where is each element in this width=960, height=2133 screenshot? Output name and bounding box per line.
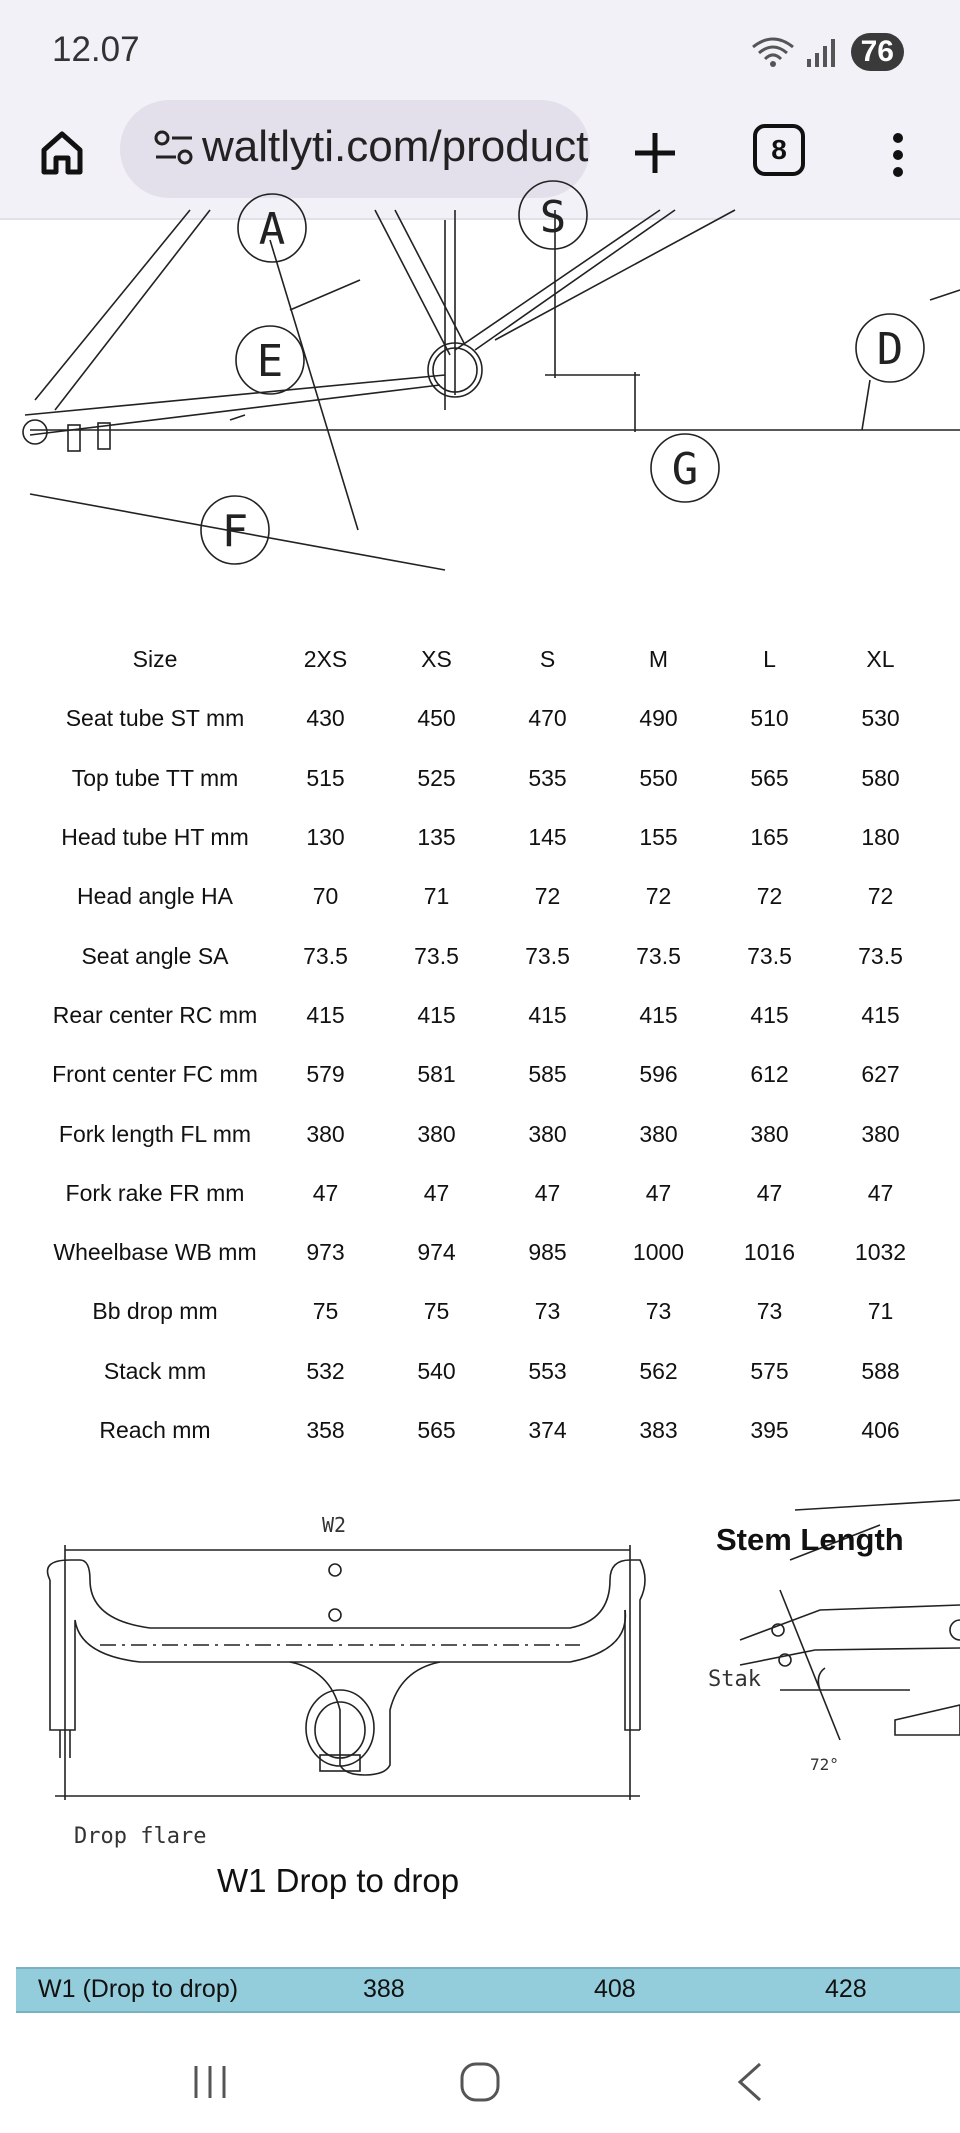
table-cell: 71 xyxy=(867,1298,894,1325)
more-vert-icon xyxy=(891,132,905,178)
tab-switcher-button[interactable]: 8 xyxy=(753,124,805,176)
table-cell: 581 xyxy=(417,1061,456,1088)
status-bar xyxy=(0,0,960,100)
table-cell: 550 xyxy=(639,764,678,791)
w1-value-2: 408 xyxy=(594,1975,636,2003)
table-cell: 575 xyxy=(750,1357,789,1384)
header-cell: S xyxy=(539,646,556,673)
header-cell: Size xyxy=(132,646,178,673)
table-cell: 415 xyxy=(639,1001,678,1028)
table-cell: 415 xyxy=(861,1001,900,1028)
table-cell: 565 xyxy=(750,764,789,791)
table-cell: 374 xyxy=(528,1417,567,1443)
back-icon xyxy=(730,2060,770,2104)
row-label-cell: Wheelbase WB mm xyxy=(53,1239,257,1266)
battery-indicator: 76 xyxy=(851,33,904,71)
w2-label: W2 xyxy=(322,1513,347,1537)
row-label-cell: Stack mm xyxy=(103,1357,207,1384)
stem-angle-label: 72° xyxy=(810,1755,839,1774)
table-cell: 406 xyxy=(861,1417,900,1443)
table-row xyxy=(40,808,936,867)
recents-icon xyxy=(190,2062,230,2102)
table-cell: 1016 xyxy=(743,1239,796,1266)
handlebar-diagram xyxy=(30,1500,670,1860)
signal-icon xyxy=(805,35,841,69)
new-tab-button[interactable] xyxy=(620,118,690,188)
row-label-cell: Reach mm xyxy=(99,1417,211,1443)
table-cell: 47 xyxy=(756,1179,783,1206)
url-bar[interactable] xyxy=(120,100,590,198)
table-cell: 75 xyxy=(423,1298,450,1325)
table-cell: 562 xyxy=(639,1357,678,1384)
table-cell: 525 xyxy=(417,764,456,791)
table-cell: 73.5 xyxy=(858,942,903,969)
nav-recents-button[interactable] xyxy=(170,2052,250,2112)
frame-label-f: F xyxy=(221,506,249,557)
row-label-cell: Head angle HA xyxy=(77,883,233,910)
table-cell: 470 xyxy=(528,705,567,732)
w1-row-label: W1 (Drop to drop) xyxy=(38,1975,239,2003)
table-cell: 358 xyxy=(306,1417,345,1443)
row-label-cell: Fork rake FR mm xyxy=(65,1179,245,1206)
nav-home-button[interactable] xyxy=(440,2052,520,2112)
table-cell: 71 xyxy=(423,883,450,910)
table-cell: 383 xyxy=(639,1417,678,1443)
table-cell: 47 xyxy=(312,1179,339,1206)
table-cell: 588 xyxy=(861,1357,900,1384)
table-cell: 415 xyxy=(306,1001,345,1028)
table-cell: 985 xyxy=(528,1239,567,1266)
home-icon xyxy=(38,128,86,176)
table-cell: 1032 xyxy=(854,1239,907,1266)
browser-toolbar xyxy=(0,100,960,220)
header-cell: 2XS xyxy=(303,646,348,673)
w1-label: W1 Drop to drop xyxy=(217,1862,460,1899)
table-row xyxy=(40,926,936,985)
frame-label-s: S xyxy=(539,192,567,243)
table-cell: 165 xyxy=(750,824,789,851)
table-cell: 380 xyxy=(417,1120,456,1147)
frame-label-d: D xyxy=(876,324,904,375)
home-circle-icon xyxy=(458,2060,502,2104)
table-cell: 540 xyxy=(417,1357,456,1384)
table-cell: 47 xyxy=(645,1179,672,1206)
table-cell: 380 xyxy=(639,1120,678,1147)
table-cell: 415 xyxy=(750,1001,789,1028)
stem-length-title: Stem Length xyxy=(716,1522,904,1557)
table-cell: 72 xyxy=(867,883,894,910)
table-cell: 974 xyxy=(417,1239,456,1266)
table-cell: 585 xyxy=(528,1061,567,1088)
table-header-row xyxy=(40,630,936,689)
table-cell: 380 xyxy=(861,1120,900,1147)
table-row xyxy=(40,689,936,748)
row-label-cell: Front center FC mm xyxy=(52,1061,258,1088)
home-button[interactable] xyxy=(30,120,94,184)
table-cell: 73.5 xyxy=(414,942,459,969)
url-text[interactable]: waltlyti.com/product xyxy=(202,122,589,171)
table-cell: 530 xyxy=(861,705,900,732)
system-nav-bar xyxy=(0,2030,960,2133)
table-row xyxy=(40,1223,936,1282)
w1-value-3: 428 xyxy=(825,1975,867,2003)
table-cell: 490 xyxy=(639,705,678,732)
table-cell: 380 xyxy=(306,1120,345,1147)
table-cell: 72 xyxy=(756,883,783,910)
table-cell: 380 xyxy=(750,1120,789,1147)
table-cell: 565 xyxy=(417,1417,456,1443)
table-cell: 47 xyxy=(867,1179,894,1206)
row-label-cell: Top tube TT mm xyxy=(71,764,239,791)
table-cell: 73.5 xyxy=(636,942,681,969)
table-row xyxy=(40,1045,936,1104)
frame-label-a: A xyxy=(258,204,286,255)
table-cell: 532 xyxy=(306,1357,345,1384)
row-label-cell: Rear center RC mm xyxy=(52,1001,258,1028)
page-content[interactable] xyxy=(0,192,960,2050)
row-label-cell: Head tube HT mm xyxy=(61,824,249,851)
w1-value-1: 388 xyxy=(363,1975,405,2003)
table-cell: 535 xyxy=(528,764,567,791)
table-cell: 135 xyxy=(417,824,456,851)
table-cell: 596 xyxy=(639,1061,678,1088)
table-row xyxy=(40,1342,936,1401)
table-cell: 580 xyxy=(861,764,900,791)
table-cell: 430 xyxy=(306,705,345,732)
header-cell: XS xyxy=(421,646,452,673)
drop-flare-label: Drop flare xyxy=(74,1824,207,1849)
table-cell: 380 xyxy=(528,1120,567,1147)
table-cell: 73.5 xyxy=(747,942,792,969)
table-cell: 415 xyxy=(417,1001,456,1028)
table-cell: 73 xyxy=(645,1298,672,1325)
table-cell: 627 xyxy=(861,1061,900,1088)
table-cell: 73 xyxy=(534,1298,561,1325)
table-cell: 450 xyxy=(417,705,456,732)
menu-button[interactable] xyxy=(870,120,926,190)
table-row xyxy=(40,1401,936,1460)
frame-geometry-diagram xyxy=(0,192,960,600)
header-cell: XL xyxy=(866,646,895,673)
table-cell: 180 xyxy=(861,824,900,851)
table-row xyxy=(40,1164,936,1223)
stem-stack-label: Stak xyxy=(708,1667,761,1692)
table-cell: 579 xyxy=(306,1061,345,1088)
status-time: 12.07 xyxy=(52,30,140,69)
table-cell: 130 xyxy=(306,824,345,851)
table-cell: 72 xyxy=(534,883,561,910)
table-row xyxy=(40,1282,936,1341)
table-cell: 510 xyxy=(750,705,789,732)
row-label-cell: Seat tube ST mm xyxy=(65,705,245,732)
table-cell: 70 xyxy=(312,883,339,910)
frame-label-g: G xyxy=(671,444,699,495)
w1-table-row xyxy=(16,1967,960,2013)
table-cell: 553 xyxy=(528,1357,567,1384)
tune-icon[interactable] xyxy=(154,130,194,166)
table-cell: 145 xyxy=(528,824,567,851)
table-row xyxy=(40,867,936,926)
table-cell: 73.5 xyxy=(525,942,570,969)
table-row xyxy=(40,986,936,1045)
table-row xyxy=(40,749,936,808)
table-cell: 73.5 xyxy=(303,942,348,969)
table-cell: 73 xyxy=(756,1298,783,1325)
header-cell: L xyxy=(763,646,776,673)
geometry-table xyxy=(40,630,936,1460)
table-cell: 72 xyxy=(645,883,672,910)
wifi-icon xyxy=(751,35,795,69)
table-cell: 973 xyxy=(306,1239,345,1266)
table-cell: 155 xyxy=(639,824,678,851)
row-label-cell: Seat angle SA xyxy=(81,942,229,969)
nav-back-button[interactable] xyxy=(710,2052,790,2112)
table-cell: 47 xyxy=(423,1179,450,1206)
table-cell: 395 xyxy=(750,1417,789,1443)
plus-icon xyxy=(632,130,678,176)
table-cell: 75 xyxy=(312,1298,339,1325)
row-label-cell: Bb drop mm xyxy=(92,1298,218,1325)
header-cell: M xyxy=(648,646,669,673)
table-row xyxy=(40,1104,936,1163)
table-cell: 47 xyxy=(534,1179,561,1206)
frame-label-e: E xyxy=(256,336,284,387)
table-cell: 515 xyxy=(306,764,345,791)
table-cell: 415 xyxy=(528,1001,567,1028)
table-cell: 612 xyxy=(750,1061,789,1088)
row-label-cell: Fork length FL mm xyxy=(58,1120,252,1147)
status-icons xyxy=(751,32,904,72)
table-cell: 1000 xyxy=(632,1239,685,1266)
